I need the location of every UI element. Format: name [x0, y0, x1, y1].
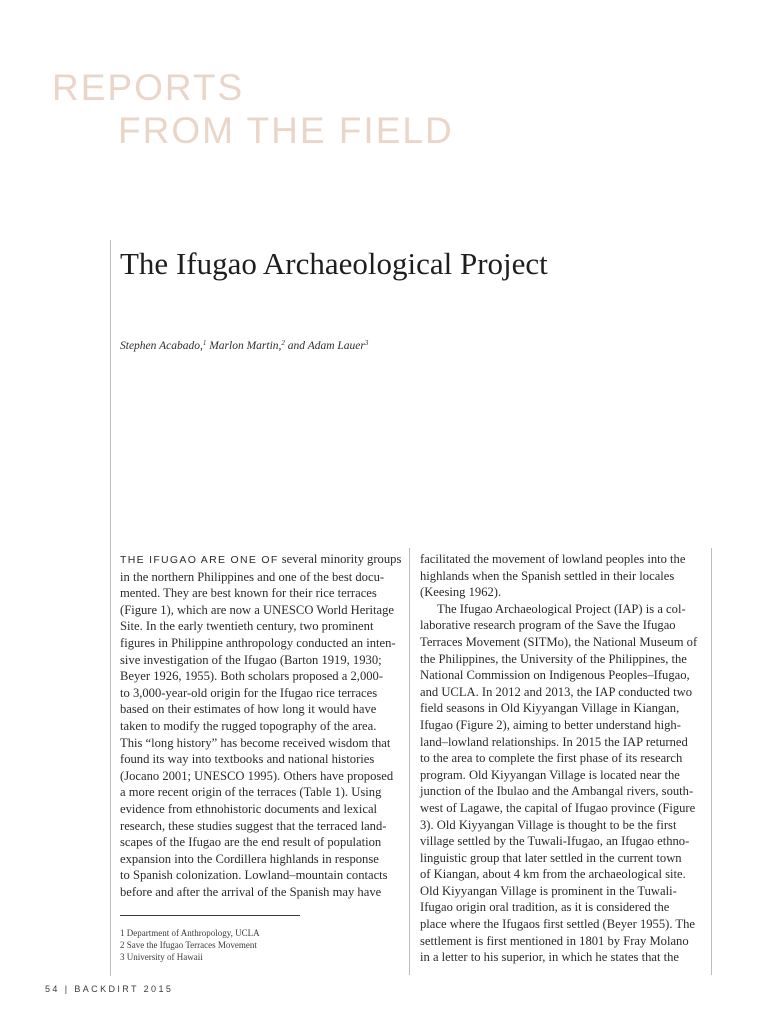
author-name: Marlon Martin,: [206, 340, 282, 352]
body-line: found its way into textbooks and national histories: [120, 752, 375, 767]
body-line: sive investigation of the Ifugao (Barton 1919, 1930;: [120, 652, 382, 667]
footnote-item: 1 Department of Anthropology, UCLA: [120, 928, 260, 938]
column-divider-rule: [409, 548, 410, 975]
body-line: This “long history” has become received wisdom that: [120, 735, 391, 750]
body-column-right: [420, 551, 701, 966]
body-line: Ifugao origin oral tradition, as it is considered the: [420, 900, 670, 915]
author-footnote-mark[interactable]: 1: [202, 339, 207, 347]
body-line: Ifugao (Figure 2), aiming to better understand high-: [420, 717, 681, 732]
body-line: junction of the Ibulao and the Ambangal rivers, south-: [420, 784, 694, 799]
right-column-rule: [711, 548, 712, 975]
body-line: land–lowland relationships. In 2015 the IAP returned: [420, 734, 688, 749]
body-line: scapes of the Ifugao are the end result of population: [120, 835, 382, 850]
folio-separator: |: [64, 984, 70, 994]
body-line: figures in Philippine anthropology conducted an inten-: [120, 635, 396, 650]
body-line: (Keesing 1962).: [420, 585, 502, 600]
section-heading-line2: FROM THE FIELD: [118, 110, 454, 151]
body-line: in a letter to his superior, in which he states that the: [420, 950, 680, 965]
author-name: Stephen Acabado,: [120, 340, 203, 352]
body-line: to 3,000-year-old origin for the Ifugao rice terraces: [120, 685, 378, 700]
body-line: research, these studies suggest that the terraced land-: [120, 818, 387, 833]
body-line: in the northern Philippines and one of the best docu-: [120, 569, 385, 584]
body-line: linguistic group that later settled in the current town: [420, 850, 682, 865]
body-line: before and after the arrival of the Spanish may have: [120, 884, 382, 899]
body-line: mented. They are best known for their rice terraces: [120, 586, 377, 601]
page-number: 54: [45, 984, 60, 994]
article-title: The Ifugao Archaeological Project: [120, 246, 548, 281]
body-line: laborative research program of the Save the Ifugao: [420, 618, 676, 633]
body-line: (Figure 1), which are now a UNESCO World Heritage: [120, 602, 394, 617]
author-footnote-mark[interactable]: 3: [364, 339, 369, 347]
footnote-rule: [120, 915, 300, 916]
author-name: and Adam Lauer: [284, 340, 365, 352]
body-line: a more recent origin of the terraces (Table 1). Using: [120, 785, 382, 800]
section-heading: [52, 66, 454, 152]
author-footnote-mark[interactable]: 2: [281, 339, 285, 347]
footnote-item: 2 Save the Ifugao Terraces Movement: [120, 940, 257, 950]
body-line: Site. In the early twentieth century, two prominent: [120, 619, 374, 634]
body-line: village settled by the Tuwali-Ifugao, an Ifugao ethno-: [420, 834, 690, 849]
body-line: settlement is first mentioned in 1801 by Fray Molano: [420, 933, 689, 948]
body-line: Terraces Movement (SITMo), the National Museum of: [420, 634, 698, 649]
body-line: 3). Old Kiyyangan Village is thought to be the first: [420, 817, 677, 832]
body-line: highlands when the Spanish settled in their locales: [420, 568, 675, 583]
body-line: expansion into the Cordillera highlands in response: [120, 851, 379, 866]
body-line: evidence from ethnohistoric documents and lexical: [120, 801, 378, 816]
body-line: of Kiangan, about 4 km from the archaeological site.: [420, 867, 686, 882]
footnote-item: 3 University of Hawaii: [120, 952, 203, 962]
left-margin-rule: [110, 240, 111, 976]
page-folio: [45, 984, 173, 994]
body-line: The Ifugao Archaeological Project (IAP) is a col-: [437, 601, 686, 616]
body-line: (Jocano 2001; UNESCO 1995). Others have proposed: [120, 768, 394, 783]
body-line: THE IFUGAO ARE ONE OF several minority groups: [120, 552, 402, 566]
body-line: place where the Ifugaos first settled (Beyer 1955). The: [420, 917, 695, 932]
body-line: to the area to complete the first phase of its research: [420, 751, 683, 766]
body-line: the Philippines, the University of the Philippines, the: [420, 651, 687, 666]
footnotes: [120, 927, 260, 963]
body-line: based on their estimates of how long it would have: [120, 702, 377, 717]
body-line: National Commission on Indigenous Peoples–Ifugao,: [420, 668, 690, 683]
publication-name: BACKDIRT 2015: [74, 984, 174, 994]
body-line: Beyer 1926, 1955). Both scholars proposed a 2,000-: [120, 669, 384, 684]
author-list: [120, 339, 368, 352]
body-line: facilitated the movement of lowland peoples into the: [420, 552, 686, 566]
body-line: program. Old Kiyyangan Village is located near the: [420, 767, 680, 782]
body-line: field seasons in Old Kiyyangan Village in Kiangan,: [420, 701, 680, 716]
body-line: west of Lagawe, the capital of Ifugao province (Figure: [420, 800, 696, 815]
body-line: Old Kiyyangan Village is prominent in the Tuwali-: [420, 883, 677, 898]
body-line: taken to modify the rugged topography of the area.: [120, 718, 377, 733]
body-column-left: [120, 551, 402, 900]
lead-in: THE IFUGAO ARE ONE OF: [120, 554, 279, 566]
body-line: and UCLA. In 2012 and 2013, the IAP conducted two: [420, 684, 693, 699]
section-heading-line1: REPORTS: [52, 67, 245, 108]
body-line: to Spanish colonization. Lowland–mountain contacts: [120, 868, 388, 883]
